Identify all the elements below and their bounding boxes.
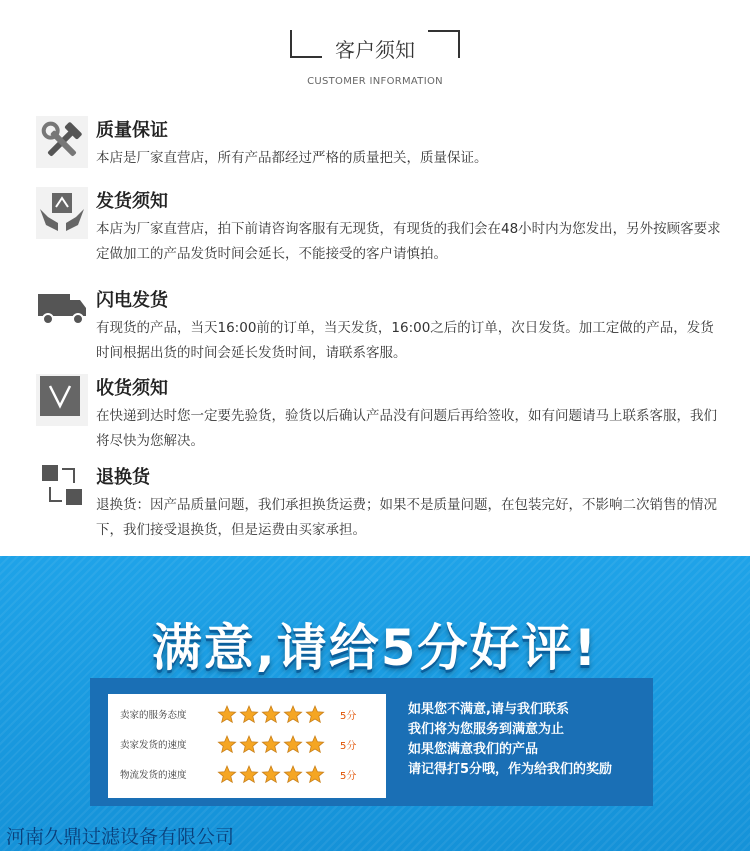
message-line: 请记得打5分哦，作为给我们的奖励: [408, 762, 613, 777]
star-rating: [216, 764, 326, 786]
star-icon: [262, 766, 279, 782]
star-icon: [306, 766, 323, 782]
section-title: 收货须知: [96, 378, 168, 399]
rating-panel: [90, 678, 653, 806]
star-icon: [218, 736, 235, 752]
rating-label: 卖家发货的速度: [120, 740, 187, 751]
rating-label: 卖家的服务态度: [120, 710, 187, 721]
tools-icon: [36, 116, 88, 168]
star-icon: [218, 706, 235, 722]
section-body: 退换货：因产品质量问题，我们承担换货运费；如果不是质量问题，在包装完好，不影响二次销售的情况下，我们接受退换货，但是运费由买家承担。: [96, 497, 717, 538]
rating-row: [120, 734, 380, 756]
banner-headline: 满意,请给5分好评!: [151, 619, 599, 677]
header: [0, 0, 750, 100]
section-body: 本店是厂家直营店，所有产品都经过严格的质量把关，质量保证。: [96, 150, 488, 166]
section-title: 退换货: [96, 467, 150, 488]
section-body: 有现货的产品，当天16:00前的订单，当天发货，16:00之后的订单，次日发货。加工定做的产品，发货时间根据出货的时间会延长发货时间，请联系客服。: [96, 320, 714, 361]
message-line: 如果您不满意,请与我们联系: [408, 702, 569, 717]
star-icon: [306, 706, 323, 722]
exchange-icon: [36, 463, 88, 515]
rating-score: 5分: [340, 741, 357, 752]
page-subtitle: CUSTOMER INFORMATION: [307, 76, 443, 87]
company-name: 河南久鼎过滤设备有限公司: [6, 826, 235, 848]
truck-icon: [36, 286, 88, 338]
section-body: 在快递到达时您一定要先验货，验货以后确认产品没有问题后再给签收，如有问题请马上联系客服，我们将尽快为您解决。: [96, 408, 717, 449]
star-icon: [262, 706, 279, 722]
page-title: 客户须知: [335, 38, 415, 62]
rating-row: [120, 764, 380, 786]
rating-card: [108, 694, 386, 798]
rating-score: 5分: [340, 771, 357, 782]
star-icon: [284, 736, 301, 752]
check-down-icon: [36, 374, 88, 426]
section-title: 闪电发货: [96, 290, 168, 311]
banner-message: [408, 700, 648, 780]
star-icon: [284, 766, 301, 782]
star-icon: [306, 736, 323, 752]
rating-row: [120, 704, 380, 726]
star-icon: [218, 766, 235, 782]
section-body: 本店为厂家直营店，拍下前请咨询客服有无现货，有现货的我们会在48小时内为您发出，另外按顾客要求定做加工的产品发货时间会延长，不能接受的客户请慎拍。: [96, 221, 721, 262]
section-title: 发货须知: [96, 191, 168, 212]
section-title: 质量保证: [96, 120, 168, 141]
star-icon: [240, 706, 257, 722]
star-icon: [262, 736, 279, 752]
message-line: 我们将为您服务到满意为止: [408, 722, 565, 737]
rating-banner: [0, 556, 750, 851]
star-rating: [216, 704, 326, 726]
header-title-frame: [290, 30, 460, 60]
message-line: 如果您满意我们的产品: [408, 742, 539, 757]
star-icon: [284, 706, 301, 722]
star-icon: [240, 736, 257, 752]
rating-score: 5分: [340, 711, 357, 722]
rating-label: 物流发货的速度: [120, 770, 187, 781]
star-icon: [240, 766, 257, 782]
hands-up-icon: [36, 187, 88, 239]
star-rating: [216, 734, 326, 756]
